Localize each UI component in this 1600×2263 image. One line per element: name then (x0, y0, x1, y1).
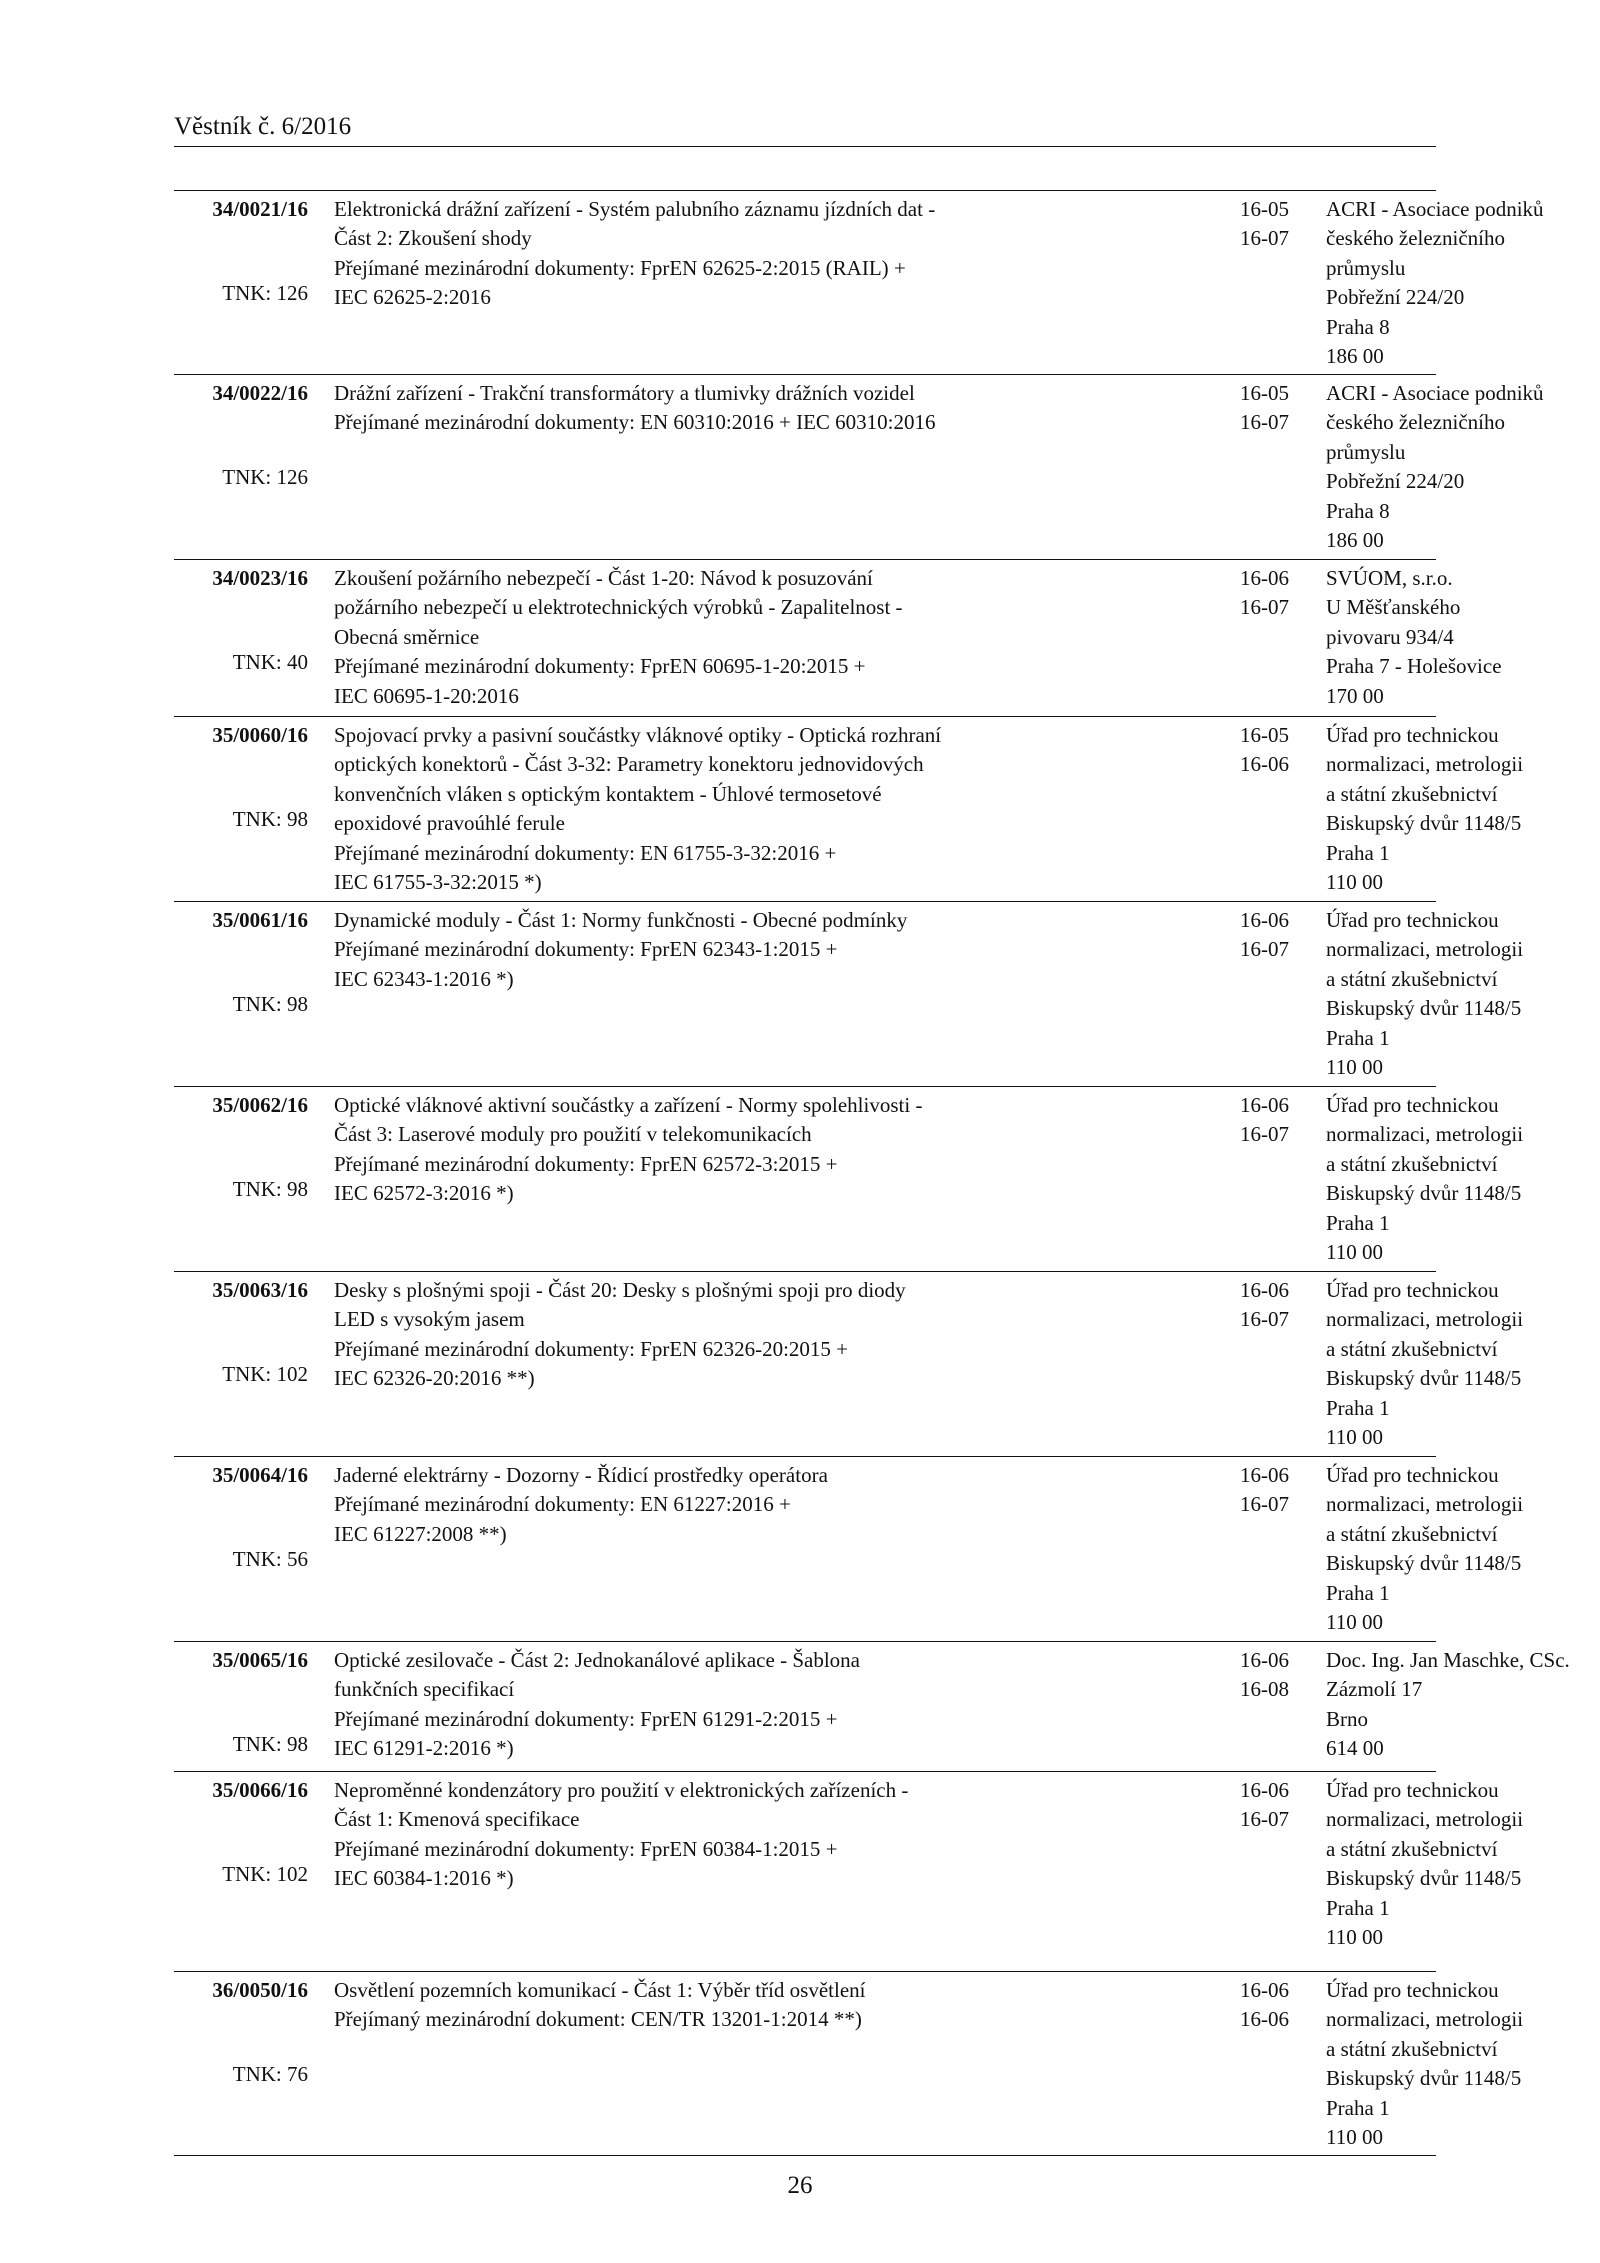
title-line: Přejímané mezinárodní dokumenty: FprEN 62326-20:2015 + (334, 1336, 849, 1361)
organization-line: Biskupský dvůr 1148/5 (1326, 2066, 1522, 2091)
record-id-cell (174, 1642, 308, 1771)
organization-line: Úřad pro technickou (1326, 1778, 1499, 1802)
organization-line: 110 00 (1326, 1240, 1383, 1265)
tnk-label: TNK: 98 (232, 1732, 308, 1756)
tnk-label: TNK: 76 (232, 2062, 308, 2086)
organization-line: Praha 1 (1326, 840, 1390, 865)
date-line: 16-07 (1240, 1307, 1289, 1332)
record-title-cell (334, 1087, 1230, 1209)
record-number: 35/0060/16 (212, 723, 308, 747)
record-organization-cell (1326, 560, 1600, 711)
record-dates-cell (1240, 1272, 1310, 1335)
date-line: 16-08 (1240, 1677, 1289, 1702)
record-dates-cell (1240, 191, 1310, 254)
record-organization-cell (1326, 1972, 1600, 2152)
page-number: 26 (787, 2172, 813, 2199)
organization-line: normalizaci, metrologii (1326, 1307, 1524, 1332)
date-line: 16-06 (1240, 1648, 1289, 1672)
title-line: IEC 61291-2:2016 *) (334, 1736, 514, 1761)
title-line: epoxidové pravoúhlé ferule (334, 811, 565, 836)
date-line: 16-07 (1240, 937, 1289, 962)
organization-line: Praha 1 (1326, 1025, 1390, 1050)
record-number: 35/0065/16 (212, 1648, 308, 1672)
organization-line: normalizaci, metrologii (1326, 1492, 1524, 1517)
record-id-cell (174, 1457, 308, 1641)
record-id-cell (174, 1087, 308, 1271)
title-line: Přejímané mezinárodní dokumenty: EN 60310:2016 + IEC 60310:2016 (334, 410, 936, 435)
record-title-cell (334, 1772, 1230, 1894)
organization-line: Praha 1 (1326, 1395, 1390, 1420)
organization-line: Praha 8 (1326, 498, 1390, 523)
organization-line: Úřad pro technickou (1326, 1978, 1499, 2002)
record-title-cell (334, 717, 1230, 897)
record-number: 35/0061/16 (212, 908, 308, 932)
date-line: 16-07 (1240, 1807, 1289, 1832)
title-line: Přejímané mezinárodní dokumenty: FprEN 61291-2:2015 + (334, 1706, 838, 1731)
title-line: Osvětlení pozemních komunikací - Část 1: Výběr tříd osvětlení (334, 1978, 866, 2002)
title-line: Část 1: Kmenová specifikace (334, 1807, 580, 1832)
title-line: IEC 62343-1:2016 *) (334, 966, 514, 991)
organization-line: průmyslu (1326, 439, 1406, 464)
record-title-cell (334, 1272, 1230, 1394)
title-line: IEC 61227:2008 **) (334, 1521, 507, 1546)
title-line: požárního nebezpečí u elektrotechnických výrobků - Zapalitelnost - (334, 595, 903, 620)
organization-line: Praha 7 - Holešovice (1326, 654, 1502, 679)
record-number: 34/0021/16 (212, 197, 308, 221)
organization-line: Úřad pro technickou (1326, 723, 1499, 747)
organization-line: 110 00 (1326, 1610, 1383, 1635)
organization-line: normalizaci, metrologii (1326, 1122, 1524, 1147)
record-organization-cell (1326, 717, 1600, 897)
title-line: funkčních specifikací (334, 1677, 515, 1702)
organization-line: Biskupský dvůr 1148/5 (1326, 1551, 1522, 1576)
organization-line: normalizaci, metrologii (1326, 2007, 1524, 2032)
organization-line: U Měšťanského (1326, 595, 1461, 620)
table-row (174, 1271, 1524, 1456)
title-line: Přejímané mezinárodní dokumenty: FprEN 62572-3:2015 + (334, 1151, 838, 1176)
table-row (174, 1641, 1570, 1771)
table-row (174, 559, 1502, 716)
tnk-label: TNK: 102 (222, 1362, 308, 1386)
record-dates-cell (1240, 902, 1310, 965)
organization-line: Biskupský dvůr 1148/5 (1326, 996, 1522, 1021)
organization-line: průmyslu (1326, 255, 1406, 280)
tnk-label: TNK: 40 (232, 650, 308, 674)
title-line: Přejímané mezinárodní dokumenty: FprEN 62343-1:2015 + (334, 937, 838, 962)
organization-line: Úřad pro technickou (1326, 908, 1499, 932)
title-line: Přejímané mezinárodní dokumenty: EN 61227:2016 + (334, 1492, 791, 1517)
organization-line: Praha 1 (1326, 1580, 1390, 1605)
record-dates-cell (1240, 1772, 1310, 1835)
title-line: Spojovací prvky a pasivní součástky vláknové optiky - Optická rozhraní (334, 723, 942, 747)
date-line: 16-06 (1240, 752, 1289, 777)
title-line: IEC 61755-3-32:2015 *) (334, 870, 542, 895)
organization-line: normalizaci, metrologii (1326, 752, 1524, 777)
organization-line: českého železničního (1326, 226, 1505, 251)
organization-line: SVÚOM, s.r.o. (1326, 566, 1453, 590)
date-line: 16-06 (1240, 566, 1289, 590)
record-dates-cell (1240, 1457, 1310, 1520)
table-row (174, 1086, 1524, 1271)
title-line: IEC 62625-2:2016 (334, 285, 491, 310)
title-line: IEC 62572-3:2016 *) (334, 1181, 514, 1206)
organization-line: a státní zkušebnictví (1326, 1336, 1498, 1361)
date-line: 16-05 (1240, 381, 1289, 405)
tnk-label: TNK: 98 (232, 992, 308, 1016)
title-line: Přejímané mezinárodní dokumenty: FprEN 60695-1-20:2015 + (334, 654, 866, 679)
record-number: 34/0022/16 (212, 381, 308, 405)
record-id-cell (174, 1272, 308, 1456)
record-title-cell (334, 375, 1230, 438)
record-title-cell (334, 902, 1230, 994)
table-row (174, 190, 1544, 374)
date-line: 16-07 (1240, 410, 1289, 435)
page-header: Věstník č. 6/2016 (174, 113, 352, 140)
organization-line: Pobřežní 224/20 (1326, 469, 1465, 494)
organization-line: Biskupský dvůr 1148/5 (1326, 1866, 1522, 1891)
organization-line: Biskupský dvůr 1148/5 (1326, 1181, 1522, 1206)
record-organization-cell (1326, 191, 1600, 371)
table-row (174, 1971, 1524, 2156)
tnk-label: TNK: 98 (232, 1177, 308, 1201)
organization-line: Praha 1 (1326, 1210, 1390, 1235)
record-number: 35/0064/16 (212, 1463, 308, 1487)
title-line: Drážní zařízení - Trakční transformátory a tlumivky drážních vozidel (334, 381, 915, 405)
organization-line: a státní zkušebnictví (1326, 1151, 1498, 1176)
organization-line: a státní zkušebnictví (1326, 1836, 1498, 1861)
title-line: Část 2: Zkoušení shody (334, 226, 532, 251)
organization-line: normalizaci, metrologii (1326, 1807, 1524, 1832)
organization-line: Zázmolí 17 (1326, 1677, 1423, 1702)
title-line: Zkoušení požárního nebezpečí - Část 1-20: Návod k posuzování (334, 566, 873, 590)
record-number: 35/0063/16 (212, 1278, 308, 1302)
title-line: Elektronická drážní zařízení - Systém palubního záznamu jízdních dat - (334, 197, 936, 221)
date-line: 16-06 (1240, 2007, 1289, 2032)
organization-line: 170 00 (1326, 683, 1384, 708)
date-line: 16-07 (1240, 595, 1289, 620)
tnk-label: TNK: 102 (222, 1862, 308, 1886)
record-organization-cell (1326, 1772, 1600, 1952)
date-line: 16-06 (1240, 1278, 1289, 1302)
title-line: Obecná směrnice (334, 624, 480, 649)
organization-line: a státní zkušebnictví (1326, 966, 1498, 991)
organization-line: Pobřežní 224/20 (1326, 285, 1465, 310)
organization-line: 110 00 (1326, 1425, 1383, 1450)
record-organization-cell (1326, 1087, 1600, 1267)
title-line: Neproměnné kondenzátory pro použití v elektronických zařízeních - (334, 1778, 909, 1802)
table-row (174, 1771, 1524, 1971)
title-line: Dynamické moduly - Část 1: Normy funkčnosti - Obecné podmínky (334, 908, 908, 932)
date-line: 16-06 (1240, 1978, 1289, 2002)
title-line: IEC 62326-20:2016 **) (334, 1366, 535, 1391)
record-id-cell (174, 1772, 308, 1971)
organization-line: a státní zkušebnictví (1326, 781, 1498, 806)
organization-line: Praha 1 (1326, 2095, 1390, 2120)
record-dates-cell (1240, 717, 1310, 780)
record-number: 36/0050/16 (212, 1978, 308, 2002)
tnk-label: TNK: 126 (222, 281, 308, 305)
date-line: 16-07 (1240, 1122, 1289, 1147)
record-dates-cell (1240, 560, 1310, 623)
record-title-cell (334, 1457, 1230, 1549)
tnk-label: TNK: 98 (232, 807, 308, 831)
record-title-cell (334, 191, 1230, 313)
record-number: 35/0066/16 (212, 1778, 308, 1802)
organization-line: Biskupský dvůr 1148/5 (1326, 811, 1522, 836)
record-id-cell (174, 560, 308, 716)
organization-line: Praha 8 (1326, 314, 1390, 339)
date-line: 16-06 (1240, 1093, 1289, 1117)
tnk-label: TNK: 126 (222, 465, 308, 489)
date-line: 16-05 (1240, 723, 1289, 747)
record-dates-cell (1240, 1087, 1310, 1150)
record-id-cell (174, 902, 308, 1086)
record-number: 35/0062/16 (212, 1093, 308, 1117)
title-line: Jaderné elektrárny - Dozorny - Řídicí prostředky operátora (334, 1463, 828, 1487)
table-row (174, 716, 1524, 901)
organization-line: 186 00 (1326, 528, 1384, 553)
title-line: IEC 60384-1:2016 *) (334, 1866, 514, 1891)
record-number: 34/0023/16 (212, 566, 308, 590)
title-line: Přejímané mezinárodní dokumenty: EN 61755-3-32:2016 + (334, 840, 837, 865)
record-organization-cell (1326, 1642, 1600, 1764)
date-line: 16-07 (1240, 1492, 1289, 1517)
title-line: konvenčních vláken s optickým kontaktem - Úhlové termosetové (334, 781, 882, 806)
record-dates-cell (1240, 1642, 1310, 1705)
organization-line: 614 00 (1326, 1736, 1384, 1761)
title-line: Desky s plošnými spoji - Část 20: Desky s plošnými spoji pro diody (334, 1278, 906, 1302)
record-id-cell (174, 1972, 308, 2155)
organization-line: Biskupský dvůr 1148/5 (1326, 1366, 1522, 1391)
title-line: Optické zesilovače - Část 2: Jednokanálové aplikace - Šablona (334, 1648, 860, 1672)
organization-line: Úřad pro technickou (1326, 1278, 1499, 1302)
record-dates-cell (1240, 1972, 1310, 2035)
organization-line: ACRI - Asociace podniků (1326, 197, 1544, 221)
record-title-cell (334, 560, 1230, 711)
title-line: Přejímané mezinárodní dokumenty: FprEN 62625-2:2015 (RAIL) + (334, 255, 906, 280)
organization-line: 110 00 (1326, 2125, 1383, 2150)
organization-line: 110 00 (1326, 1925, 1383, 1950)
table-row (174, 1456, 1524, 1641)
organization-line: 110 00 (1326, 1055, 1383, 1080)
header-rule (174, 146, 1436, 147)
title-line: optických konektorů - Část 3-32: Parametry konektoru jednovidových (334, 752, 924, 777)
record-title-cell (334, 1642, 1230, 1764)
organization-line: Úřad pro technickou (1326, 1093, 1499, 1117)
standards-table (174, 190, 1570, 2156)
record-id-cell (174, 717, 308, 901)
date-line: 16-05 (1240, 197, 1289, 221)
record-organization-cell (1326, 1457, 1600, 1637)
title-line: Část 3: Laserové moduly pro použití v telekomunikacích (334, 1122, 812, 1147)
organization-line: ACRI - Asociace podniků (1326, 381, 1544, 405)
title-line: IEC 60695-1-20:2016 (334, 683, 519, 708)
table-row (174, 374, 1544, 559)
date-line: 16-07 (1240, 226, 1289, 251)
organization-line: Doc. Ing. Jan Maschke, CSc. (1326, 1648, 1570, 1672)
organization-line: pivovaru 934/4 (1326, 624, 1454, 649)
record-organization-cell (1326, 375, 1600, 555)
organization-line: 110 00 (1326, 870, 1383, 895)
title-line: Optické vláknové aktivní součástky a zařízení - Normy spolehlivosti - (334, 1093, 923, 1117)
record-dates-cell (1240, 375, 1310, 438)
organization-line: normalizaci, metrologii (1326, 937, 1524, 962)
date-line: 16-06 (1240, 1778, 1289, 1802)
date-line: 16-06 (1240, 1463, 1289, 1487)
organization-line: 186 00 (1326, 344, 1384, 369)
title-line: LED s vysokým jasem (334, 1307, 525, 1332)
title-line: Přejímané mezinárodní dokumenty: FprEN 60384-1:2015 + (334, 1836, 838, 1861)
tnk-label: TNK: 56 (232, 1547, 308, 1571)
record-title-cell (334, 1972, 1230, 2035)
organization-line: českého železničního (1326, 410, 1505, 435)
record-organization-cell (1326, 902, 1600, 1082)
title-line: Přejímaný mezinárodní dokument: CEN/TR 13201-1:2014 **) (334, 2007, 862, 2032)
record-id-cell (174, 191, 308, 374)
organization-line: a státní zkušebnictví (1326, 1521, 1498, 1546)
organization-line: Brno (1326, 1706, 1368, 1731)
organization-line: Praha 1 (1326, 1895, 1390, 1920)
record-id-cell (174, 375, 308, 559)
organization-line: a státní zkušebnictví (1326, 2036, 1498, 2061)
date-line: 16-06 (1240, 908, 1289, 932)
record-organization-cell (1326, 1272, 1600, 1452)
organization-line: Úřad pro technickou (1326, 1463, 1499, 1487)
table-row (174, 901, 1524, 1086)
